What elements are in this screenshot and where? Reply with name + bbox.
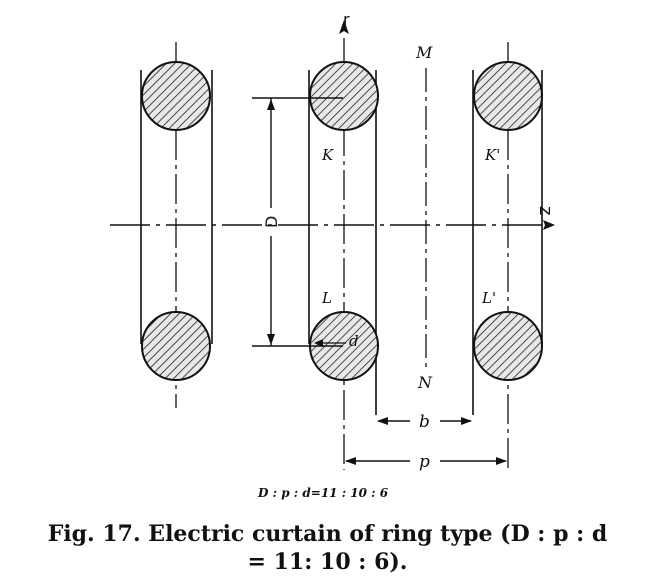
k-label: K: [322, 146, 334, 164]
ring-middle-top-section: [310, 62, 378, 130]
figure-caption-line1: Fig. 17. Electric curtain of ring type (D : p : d: [47, 521, 608, 547]
l-label: L: [322, 289, 332, 307]
n-label: N: [418, 373, 432, 392]
figure-caption-line2: = 11: 10 : 6).: [247, 549, 408, 575]
ring-left-top-section: [142, 62, 210, 130]
d-dimension-arrow-bottom: [267, 334, 275, 345]
ring-right: [473, 42, 542, 470]
ring-right-bottom-section: [474, 312, 542, 380]
b-dimension-arrow-right: [461, 417, 472, 425]
ring-left-bottom-section: [142, 312, 210, 380]
p-label: p: [419, 452, 430, 472]
l-prime-label: L': [482, 289, 497, 307]
z-axis-arrowhead: [543, 220, 555, 230]
d-dimension-arrow-top: [267, 99, 275, 110]
ring-middle: [309, 20, 378, 470]
p-dimension-arrow-left: [345, 457, 356, 465]
p-dimension-arrow-right: [496, 457, 507, 465]
k-prime-label: K': [485, 146, 501, 164]
d-lower-label: d: [349, 332, 359, 350]
b-dimension-arrow-left: [377, 417, 388, 425]
m-label: M: [416, 43, 433, 62]
b-label: b: [419, 412, 430, 432]
ratio-note: D : p : d=11 : 10 : 6: [258, 486, 389, 500]
r-axis-label: r: [343, 10, 350, 29]
d-upper-label: D: [262, 215, 281, 228]
ring-right-top-section: [474, 62, 542, 130]
z-axis-label: z: [535, 206, 556, 216]
